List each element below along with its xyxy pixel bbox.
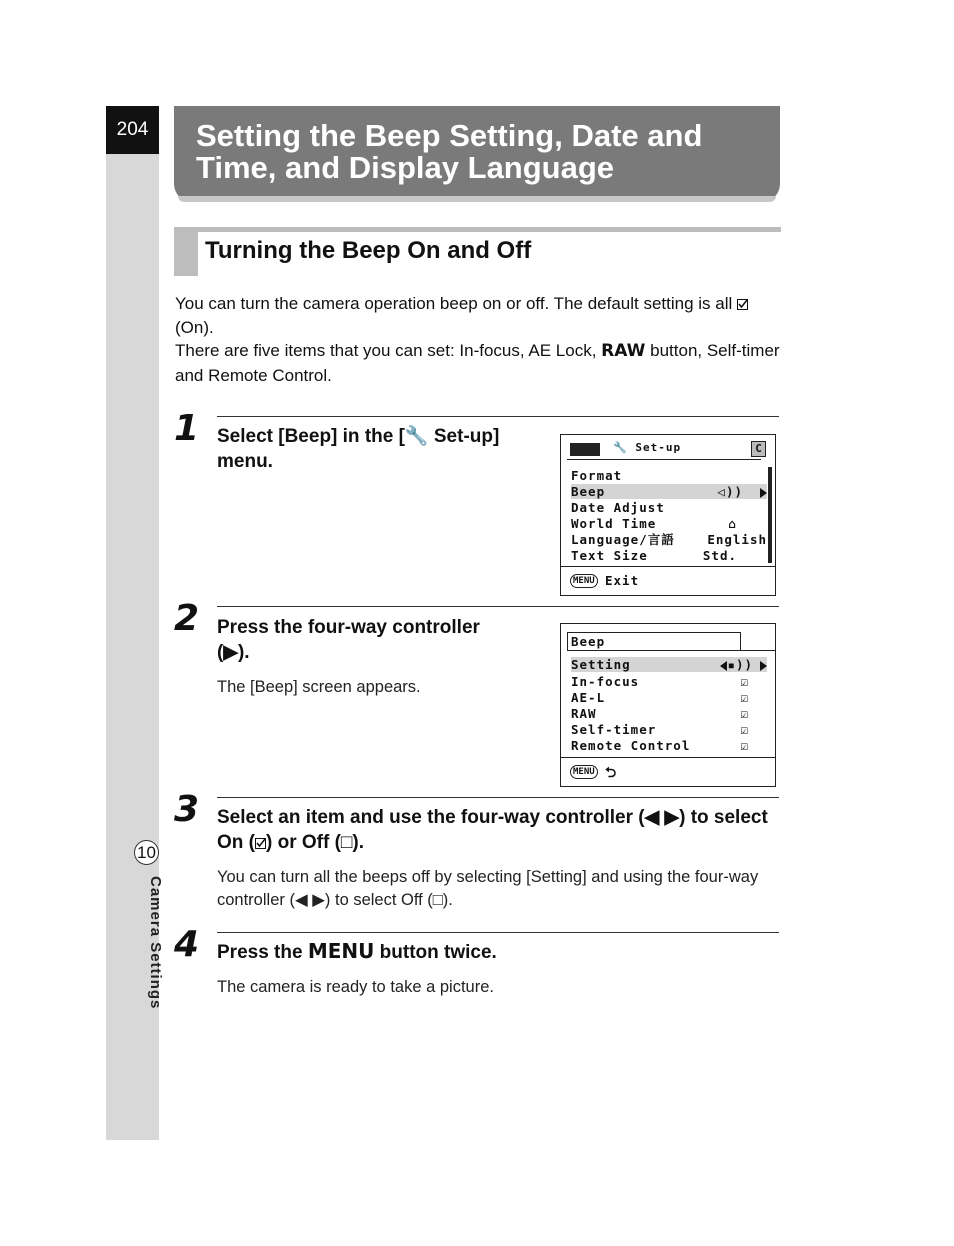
- step-number: 3: [174, 789, 200, 830]
- intro-paragraph: [175, 292, 781, 387]
- step-number: 1: [174, 408, 200, 449]
- section-rule: [174, 227, 781, 232]
- speaker-icon: ◁)): [717, 484, 743, 499]
- menu-item: Date Adjust: [571, 500, 665, 515]
- step-number: 2: [174, 598, 200, 639]
- step-heading: Select an item and use the four-way controller (◀ ▶) to select On ( ) or Off (□).: [217, 807, 768, 853]
- beep-screen: [560, 623, 776, 787]
- menu-button-icon: MENU: [570, 765, 598, 779]
- wrench-icon: 🔧: [613, 441, 628, 454]
- chapter-label: Camera Settings: [147, 876, 164, 1010]
- raw-button-label: RAW: [601, 341, 646, 361]
- beep-tab: Beep: [571, 634, 606, 649]
- setting-row: Setting ▪)): [571, 657, 767, 672]
- intro-text-1: You can turn the camera operation beep on or off. The default setting is all: [175, 294, 733, 313]
- scrollbar: [768, 467, 772, 563]
- step-number: 4: [174, 924, 200, 965]
- arrow-right-icon: [760, 488, 767, 498]
- setup-tab: 🔧 Set-up: [613, 441, 682, 454]
- beep-item: Self-timer ☑: [571, 722, 749, 737]
- speaker-on-icon: ▪)): [727, 657, 753, 672]
- step-divider: [217, 606, 779, 607]
- menu-button-icon: MENU: [570, 574, 598, 588]
- step-divider: [217, 797, 779, 798]
- beep-item: Remote Control ☑: [571, 738, 749, 753]
- menu-item: Language/言語 English: [571, 532, 767, 547]
- checked-box-icon: [255, 838, 266, 849]
- page-title: Setting the Beep Setting, Date and Time, and Display Language: [196, 118, 703, 185]
- page-number: 204: [106, 106, 159, 154]
- step-body: You can turn all the beeps off by selecting [Setting] and using the four-way controller (◀ ▶) to select Off (□).: [217, 868, 759, 909]
- intro-text-4: button, Self-timer and Remote Control.: [175, 341, 780, 385]
- beep-item: In-focus ☑: [571, 674, 749, 689]
- arrow-left-icon: [720, 661, 727, 671]
- custom-tab: C: [751, 441, 766, 457]
- wrench-icon: 🔧: [404, 426, 429, 447]
- checkbox-checked-icon: ☑: [740, 690, 749, 705]
- checkbox-checked-icon: ☑: [740, 706, 749, 721]
- beep-item: AE-L ☑: [571, 690, 749, 705]
- checkbox-checked-icon: ☑: [740, 738, 749, 753]
- step-divider: [217, 416, 779, 417]
- screen-footer: [561, 757, 775, 786]
- screen-footer: MENU Exit: [561, 566, 775, 595]
- checkbox-checked-icon: ☑: [740, 674, 749, 689]
- arrow-right-icon: [760, 661, 767, 671]
- step-heading: Press the four-way controller (▶).: [217, 617, 480, 663]
- intro-text-2: (On).: [175, 317, 214, 337]
- return-icon: ⮌: [605, 765, 618, 781]
- step-body: The [Beep] screen appears.: [217, 678, 421, 696]
- step-divider: [217, 932, 779, 933]
- checked-box-icon: [737, 299, 748, 310]
- menu-item: Format: [571, 468, 623, 483]
- checkbox-checked-icon: ☑: [740, 722, 749, 737]
- camera-playback-tab-icon: [570, 443, 600, 456]
- chapter-number-badge: 10: [134, 840, 159, 865]
- home-icon: ⌂: [728, 516, 737, 531]
- intro-text-3: There are five items that you can set: In-focus, AE Lock,: [175, 341, 602, 360]
- setup-menu-screen: [560, 434, 776, 596]
- step-heading: Press the MENU button twice.: [217, 939, 497, 963]
- step-body: The camera is ready to take a picture.: [217, 978, 494, 996]
- beep-item: RAW ☑: [571, 706, 749, 721]
- menu-item: World Time ⌂: [571, 516, 737, 531]
- section-marker: [174, 227, 198, 276]
- menu-button-label: MENU: [307, 939, 375, 963]
- menu-item-selected: Beep ◁)): [571, 484, 767, 499]
- menu-item: Text Size Std.: [571, 548, 737, 563]
- step-heading: Select [Beep] in the [🔧 Set-up] menu.: [217, 426, 500, 472]
- section-title: Turning the Beep On and Off: [205, 237, 532, 264]
